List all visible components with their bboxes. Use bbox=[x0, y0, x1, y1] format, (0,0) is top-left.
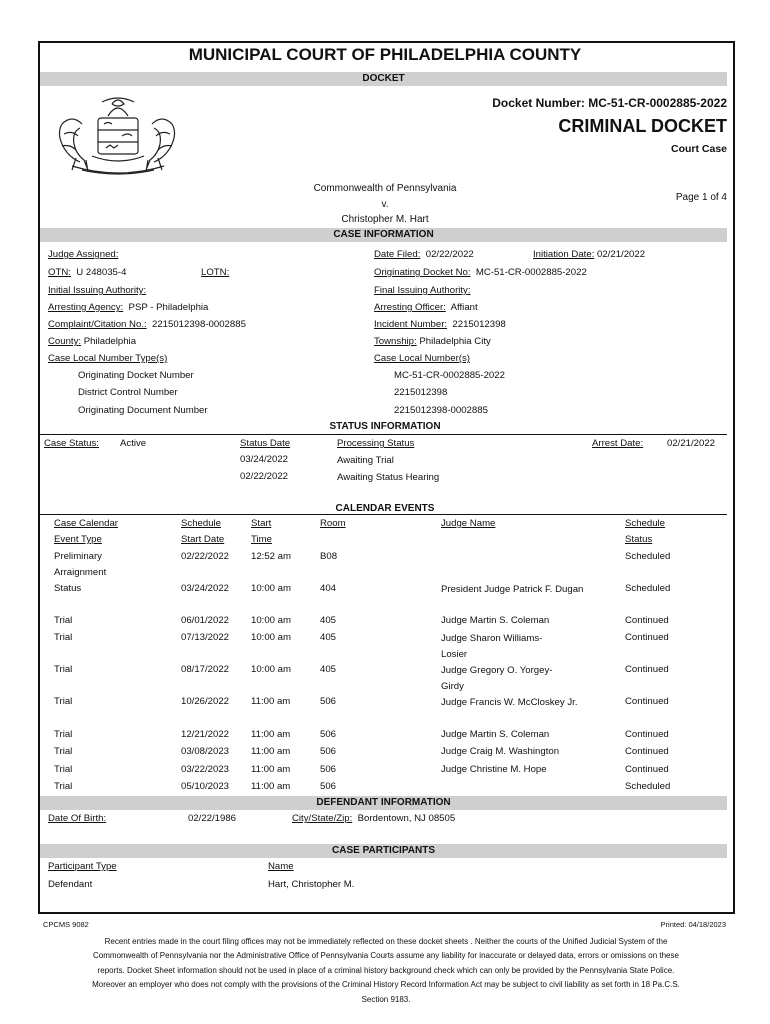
case-information-bar: CASE INFORMATION bbox=[40, 228, 727, 242]
arrest-date-value: 02/21/2022 bbox=[667, 438, 716, 449]
event-date: 03/24/2022 bbox=[181, 583, 230, 594]
col-event-type-1: Case Calendar bbox=[54, 518, 118, 529]
col-judge-name: Judge Name bbox=[441, 518, 496, 529]
docket-number: Docket Number: MC-51-CR-0002885-2022 bbox=[492, 96, 727, 110]
processing-status: Awaiting Trial bbox=[337, 455, 394, 466]
caption-versus: v. bbox=[381, 199, 389, 210]
event-time: 10:00 am bbox=[251, 615, 292, 626]
participant-type: Defendant bbox=[48, 879, 93, 890]
event-room: 506 bbox=[320, 764, 337, 775]
event-date: 03/22/2023 bbox=[181, 764, 230, 775]
event-time: 11:00 am bbox=[251, 781, 291, 792]
initiation-date-label: Initiation Date: bbox=[533, 249, 595, 260]
township-field bbox=[374, 336, 491, 347]
local-number-type: Originating Docket Number bbox=[78, 370, 194, 381]
caption-defendant: Christopher M. Hart bbox=[341, 214, 429, 225]
event-type: Trial bbox=[54, 781, 73, 792]
event-time: 10:00 am bbox=[251, 664, 292, 675]
township-value: Philadelphia City bbox=[419, 336, 491, 347]
processing-status-header: Processing Status bbox=[337, 438, 415, 449]
criminal-docket-title: CRIMINAL DOCKET bbox=[558, 116, 727, 136]
calendar-events-heading: CALENDAR EVENTS bbox=[335, 503, 435, 514]
event-date: 08/17/2022 bbox=[181, 664, 230, 675]
printed-date: Printed: 04/18/2023 bbox=[660, 920, 726, 929]
event-time: 10:00 am bbox=[251, 583, 292, 594]
arresting-agency-label: Arresting Agency: bbox=[48, 302, 124, 313]
event-type: Trial bbox=[54, 746, 73, 757]
incident-value: 2215012398 bbox=[452, 319, 506, 330]
court-case-label: Court Case bbox=[670, 143, 727, 155]
county-field bbox=[48, 336, 136, 347]
calendar-divider bbox=[40, 514, 727, 515]
dob-label: Date Of Birth: bbox=[48, 813, 107, 824]
event-status: Continued bbox=[625, 746, 669, 757]
case-status-value: Active bbox=[120, 438, 147, 449]
originating-docket-value: MC-51-CR-0002885-2022 bbox=[475, 267, 587, 278]
col-event-type-2: Event Type bbox=[54, 534, 102, 545]
local-number-type: District Control Number bbox=[78, 387, 178, 398]
event-room: 405 bbox=[320, 615, 337, 626]
status-information-heading: STATUS INFORMATION bbox=[329, 421, 441, 432]
city-state-zip-label: City/State/Zip: bbox=[292, 813, 353, 824]
event-status: Continued bbox=[625, 615, 669, 626]
event-room: 405 bbox=[320, 632, 337, 643]
city-state-zip-value: Bordentown, NJ 08505 bbox=[357, 813, 456, 824]
arresting-agency-value: PSP - Philadelphia bbox=[128, 302, 209, 313]
local-number: 2215012398 bbox=[394, 387, 448, 398]
event-type: Trial bbox=[54, 696, 73, 707]
event-room: 506 bbox=[320, 729, 337, 740]
col-status-2: Status bbox=[625, 534, 653, 545]
complaint-label: Complaint/Citation No.: bbox=[48, 319, 147, 330]
originating-docket-label: Originating Docket No: bbox=[374, 267, 471, 278]
county-label: County: bbox=[48, 336, 82, 347]
complaint-field bbox=[48, 319, 246, 330]
event-status: Scheduled bbox=[625, 551, 671, 562]
local-number-type: Originating Document Number bbox=[78, 405, 208, 416]
initiation-date-value: 02/21/2022 bbox=[597, 249, 646, 260]
event-status: Continued bbox=[625, 664, 669, 675]
page-indicator: Page 1 of 4 bbox=[675, 192, 727, 203]
arrest-date-label: Arrest Date: bbox=[592, 438, 644, 449]
participant-name: Hart, Christopher M. bbox=[268, 879, 355, 890]
event-room: 506 bbox=[320, 781, 337, 792]
event-judge: Judge Francis W. McCloskey Jr. bbox=[441, 697, 578, 708]
event-date: 05/10/2023 bbox=[181, 781, 230, 792]
lotn-label: LOTN: bbox=[201, 267, 230, 278]
event-type: Trial bbox=[54, 764, 73, 775]
event-type: Trial bbox=[54, 729, 73, 740]
otn-value: U 248035-4 bbox=[76, 267, 127, 278]
event-time: 12:52 am bbox=[251, 551, 292, 562]
event-time: 10:00 am bbox=[251, 632, 292, 643]
event-status: Continued bbox=[625, 729, 669, 740]
case-participants-bar: CASE PARTICIPANTS bbox=[40, 844, 727, 858]
local-number-label: Case Local Number(s) bbox=[374, 353, 470, 364]
col-room: Room bbox=[320, 518, 346, 529]
event-time: 11:00 am bbox=[251, 696, 291, 707]
otn-label: OTN: bbox=[48, 267, 71, 278]
initiation-date-field bbox=[533, 249, 645, 260]
col-start-2: Time bbox=[251, 534, 272, 545]
event-judge: Judge Martin S. Coleman bbox=[441, 615, 550, 626]
event-judge: Judge Christine M. Hope bbox=[441, 764, 547, 775]
pennsylvania-seal-image bbox=[52, 94, 184, 176]
event-status: Scheduled bbox=[625, 583, 671, 594]
township-label: Township: bbox=[374, 336, 417, 347]
case-status-label: Case Status: bbox=[44, 438, 99, 449]
status-date-header: Status Date bbox=[240, 438, 291, 449]
date-filed-field bbox=[374, 249, 474, 260]
arresting-officer-field bbox=[374, 302, 478, 313]
disclaimer-text: Recent entries made in the court filing offices may not be immediately reflected on these docket sheets . Neither the courts of the Unified Judicial System of the Commonwealth of Pennsylvania nor the Administrative Office of Pennsylvania Courts assume any liability for inaccurate or delayed data, errors or omissions on these reports. Docket Sheet information should not be used in place of a criminal history background check which can only be provided by the Pennsylvania State Police. Moreover an employer who does not comply with the provisions of the Criminal History Record Information Act may be subject to civil liability as set forth in 18 Pa.C.S. Section 9183. bbox=[92, 937, 680, 1004]
court-title: MUNICIPAL COURT OF PHILADELPHIA COUNTY bbox=[188, 45, 582, 64]
event-status: Scheduled bbox=[625, 781, 671, 792]
event-status: Continued bbox=[625, 632, 669, 643]
participant-name-header: Name bbox=[268, 861, 294, 872]
event-type: Trial bbox=[54, 632, 73, 643]
county-value: Philadelphia bbox=[83, 336, 137, 347]
event-date: 03/08/2023 bbox=[181, 746, 230, 757]
status-divider bbox=[40, 434, 727, 435]
event-room: 405 bbox=[320, 664, 337, 675]
event-date: 07/13/2022 bbox=[181, 632, 230, 643]
event-time: 11:00 am bbox=[251, 746, 291, 757]
event-type: Preliminary Arraignment bbox=[54, 551, 107, 578]
event-judge: President Judge Patrick F. Dugan bbox=[441, 584, 584, 595]
arresting-agency-field bbox=[48, 302, 208, 313]
event-judge: Judge Gregory O. Yorgey-Girdy bbox=[441, 665, 553, 692]
event-room: 506 bbox=[320, 696, 337, 707]
event-status: Continued bbox=[625, 696, 669, 707]
arresting-officer-value: Affiant bbox=[450, 302, 478, 313]
status-date: 02/22/2022 bbox=[240, 471, 289, 482]
event-judge: Judge Sharon Williams-Losier bbox=[441, 633, 543, 660]
date-filed-label: Date Filed: bbox=[374, 249, 421, 260]
local-number: 2215012398-0002885 bbox=[394, 405, 488, 416]
city-state-zip-field bbox=[292, 813, 455, 824]
col-start-1: Start bbox=[251, 518, 272, 529]
local-number-type-label: Case Local Number Type(s) bbox=[48, 353, 168, 364]
complaint-value: 2215012398-0002885 bbox=[152, 319, 246, 330]
event-judge: Judge Martin S. Coleman bbox=[441, 729, 550, 740]
event-time: 11:00 am bbox=[251, 729, 291, 740]
event-type: Trial bbox=[54, 664, 73, 675]
arresting-officer-label: Arresting Officer: bbox=[374, 302, 446, 313]
participant-type-header: Participant Type bbox=[48, 861, 117, 872]
event-room: B08 bbox=[320, 551, 338, 562]
form-id: CPCMS 9082 bbox=[43, 920, 89, 929]
event-status: Continued bbox=[625, 764, 669, 775]
judge-assigned-label: Judge Assigned: bbox=[48, 249, 119, 260]
event-date: 06/01/2022 bbox=[181, 615, 230, 626]
date-filed-value: 02/22/2022 bbox=[425, 249, 474, 260]
initial-authority-label: Initial Issuing Authority: bbox=[48, 285, 147, 296]
event-room: 404 bbox=[320, 583, 337, 594]
col-schedule-1: Schedule bbox=[181, 518, 222, 529]
originating-docket-field bbox=[374, 267, 587, 278]
event-date: 10/26/2022 bbox=[181, 696, 230, 707]
event-date: 02/22/2022 bbox=[181, 551, 230, 562]
status-date: 03/24/2022 bbox=[240, 454, 289, 465]
event-type: Trial bbox=[54, 615, 73, 626]
dob-value: 02/22/1986 bbox=[188, 813, 237, 824]
local-number: MC-51-CR-0002885-2022 bbox=[394, 370, 505, 381]
event-type: Status bbox=[54, 583, 82, 594]
event-room: 506 bbox=[320, 746, 337, 757]
final-authority-label: Final Issuing Authority: bbox=[374, 285, 471, 296]
incident-label: Incident Number: bbox=[374, 319, 448, 330]
incident-field bbox=[374, 319, 506, 330]
col-schedule-2: Start Date bbox=[181, 534, 225, 545]
event-time: 11:00 am bbox=[251, 764, 291, 775]
event-date: 12/21/2022 bbox=[181, 729, 230, 740]
col-status-1: Schedule bbox=[625, 518, 666, 529]
event-judge: Judge Craig M. Washington bbox=[441, 746, 560, 757]
processing-status: Awaiting Status Hearing bbox=[337, 472, 440, 483]
caption-commonwealth: Commonwealth of Pennsylvania bbox=[313, 183, 457, 194]
docket-bar: DOCKET bbox=[40, 72, 727, 86]
defendant-information-bar: DEFENDANT INFORMATION bbox=[40, 796, 727, 810]
otn-field bbox=[48, 267, 126, 278]
